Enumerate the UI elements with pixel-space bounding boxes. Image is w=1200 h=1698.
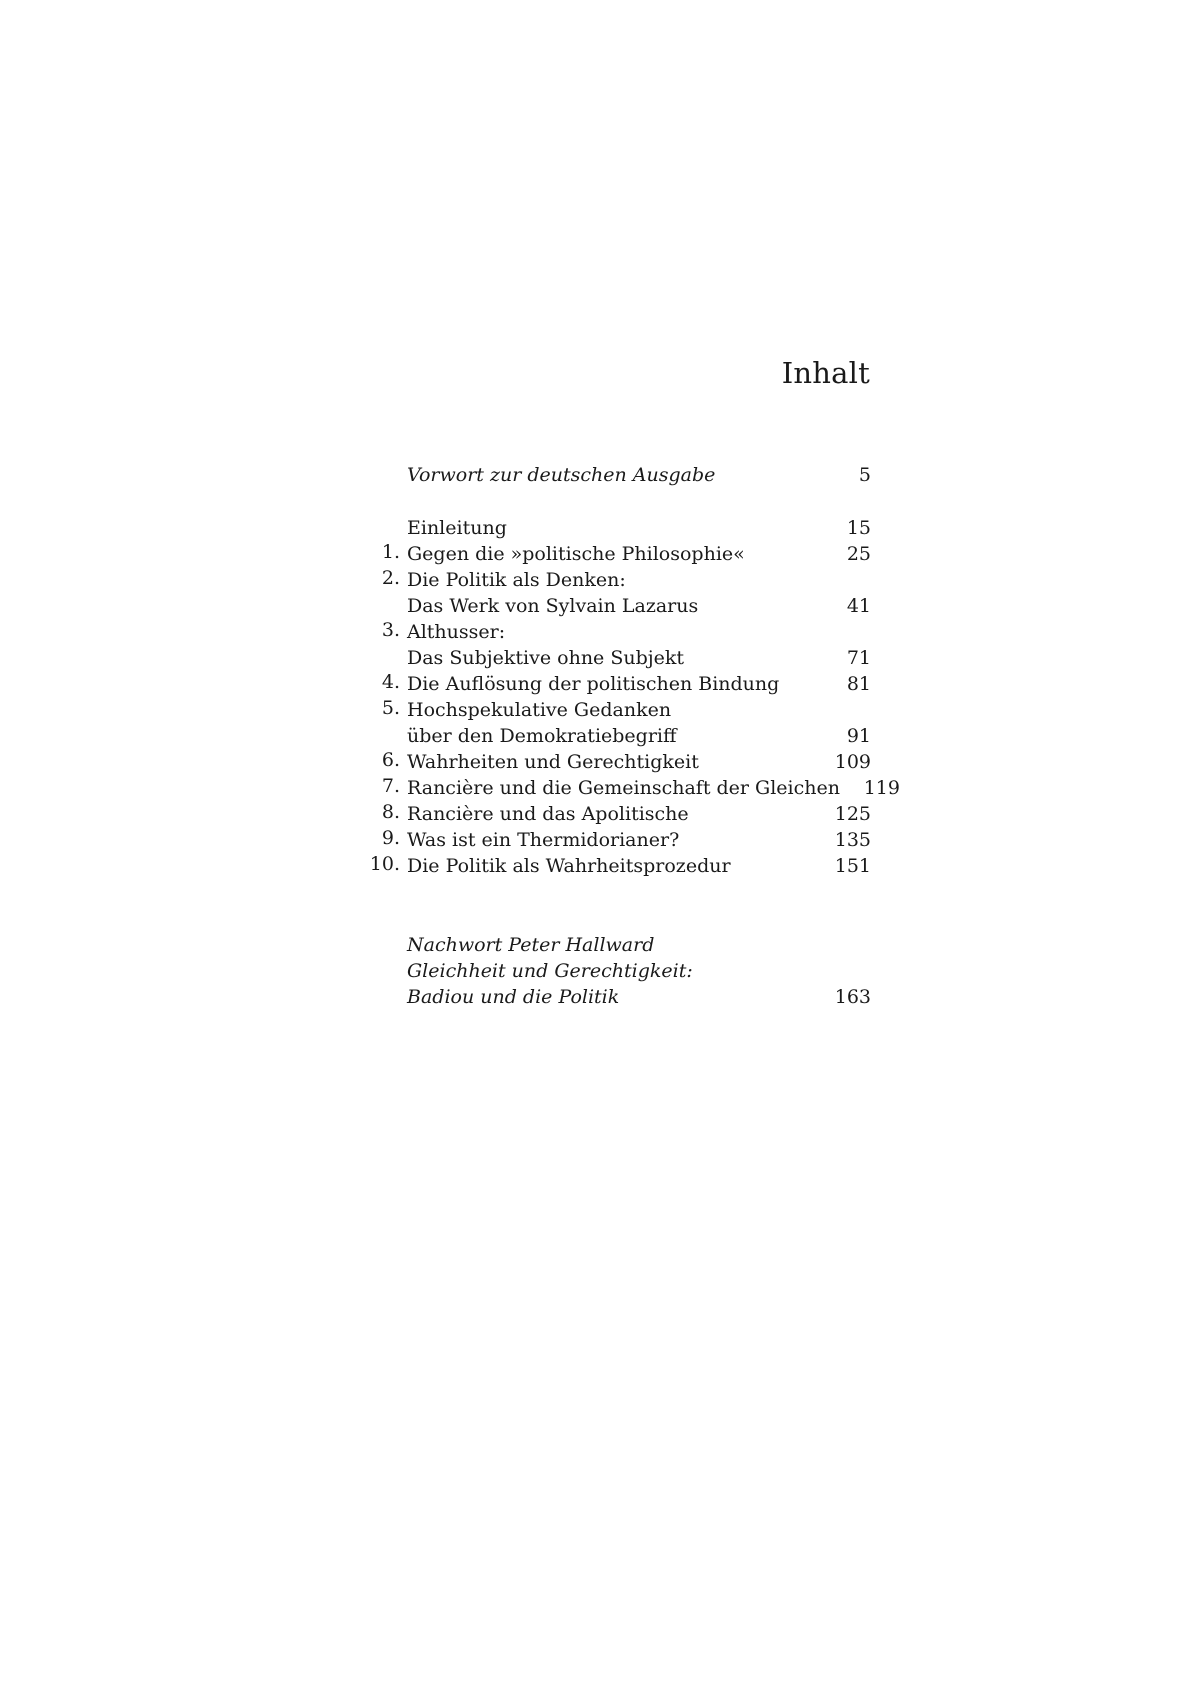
- toc-entry-number: 8.: [381, 801, 400, 823]
- toc-entry-title-line: Badiou und die Politik: [407, 986, 620, 1008]
- toc-entry-page: 125: [834, 803, 871, 825]
- toc-entry-page: 5: [858, 464, 871, 486]
- toc-entry-title-line: Was ist ein Thermidorianer?: [407, 829, 680, 851]
- toc-entry-title-line: Vorwort zur deutschen Ausgabe: [407, 464, 716, 486]
- toc-entry-page: 25: [846, 543, 871, 565]
- toc-entry-chapter-2[interactable]: [355, 567, 871, 619]
- toc-entry-title-line: Rancière und das Apolitische: [407, 803, 689, 825]
- toc-entry-number: 5.: [381, 697, 400, 719]
- toc-entry-title-line: Einleitung: [407, 517, 507, 539]
- toc-entry-number: 7.: [381, 775, 400, 797]
- toc-entry-title-line: Das Werk von Sylvain Lazarus: [407, 595, 699, 617]
- toc-entry-chapter-1[interactable]: [355, 541, 871, 567]
- toc-entry-title: [407, 671, 811, 697]
- toc-entry-page: 135: [834, 829, 871, 851]
- toc-entry-title: [407, 775, 840, 801]
- toc-entry-chapter-8[interactable]: [355, 801, 871, 827]
- toc-entry-number: 3.: [381, 619, 400, 641]
- page-title: Inhalt: [781, 356, 870, 390]
- toc-entry-number: 9.: [381, 827, 400, 849]
- toc-entry-title: [407, 827, 811, 853]
- toc-entry-title: [407, 853, 811, 879]
- toc-entry-number: 6.: [381, 749, 400, 771]
- toc-entry-number: 1.: [381, 541, 400, 563]
- toc-entry-chapter-5[interactable]: [355, 697, 871, 749]
- toc-entry-chapter-6[interactable]: [355, 749, 871, 775]
- toc-entry-title: [407, 749, 811, 775]
- toc-entry-title: [407, 567, 811, 619]
- toc-entry-title: [407, 932, 811, 1010]
- toc-entry-page: 119: [863, 777, 900, 799]
- toc-entry-afterword[interactable]: [355, 932, 871, 1010]
- toc-entry-chapter-4[interactable]: [355, 671, 871, 697]
- toc-entry-chapter-3[interactable]: [355, 619, 871, 671]
- toc-entry-title-line: Die Politik als Denken:: [407, 569, 626, 591]
- toc-entry-number: 10.: [369, 853, 400, 875]
- toc-entry-title-line: Hochspekulative Gedanken: [407, 699, 672, 721]
- toc-entry-title-line: Wahrheiten und Gerechtigkeit: [407, 751, 699, 773]
- toc-entry-page: 163: [834, 986, 871, 1008]
- toc-entry-title: [407, 697, 811, 749]
- toc-entry-chapter-7[interactable]: [355, 775, 900, 801]
- toc-entry-page: 15: [846, 517, 871, 539]
- toc-entry-page: 91: [846, 725, 871, 747]
- toc-entry-title-line: Althusser:: [407, 621, 506, 643]
- toc-entry-title-line: Das Subjektive ohne Subjekt: [407, 647, 685, 669]
- toc-entry-chapter-9[interactable]: [355, 827, 871, 853]
- toc-entry-introduction[interactable]: [355, 515, 871, 541]
- toc-entry-title-line: Die Politik als Wahrheitsprozedur: [407, 855, 731, 877]
- toc-entry-title: [407, 801, 811, 827]
- toc-entry-number: 2.: [381, 567, 400, 589]
- toc-entry-page: 109: [834, 751, 871, 773]
- toc-entry-title: [407, 515, 811, 541]
- toc-entry-title-line: Die Auflösung der politischen Bindung: [407, 673, 780, 695]
- toc-entry-page: 41: [846, 595, 871, 617]
- toc-entry-title: [407, 541, 811, 567]
- table-of-contents: [355, 462, 900, 1010]
- toc-entry-page: 151: [834, 855, 871, 877]
- toc-entry-chapter-10[interactable]: [355, 853, 871, 879]
- toc-entry-title-line: Rancière und die Gemeinschaft der Gleichen: [407, 777, 840, 799]
- toc-entry-title-line: über den Demokratiebegriff: [407, 725, 677, 747]
- toc-entry-title: [407, 462, 811, 488]
- toc-entry-foreword[interactable]: [355, 462, 871, 488]
- toc-entry-title: [407, 619, 811, 671]
- toc-entry-page: 81: [846, 673, 871, 695]
- toc-entry-number: 4.: [381, 671, 400, 693]
- toc-entry-page: 71: [846, 647, 871, 669]
- toc-entry-title-line: Gegen die »politische Philosophie«: [407, 543, 745, 565]
- toc-entry-title-line: Nachwort Peter Hallward: [407, 934, 655, 956]
- toc-entry-title-line: Gleichheit und Gerechtigkeit:: [407, 960, 693, 982]
